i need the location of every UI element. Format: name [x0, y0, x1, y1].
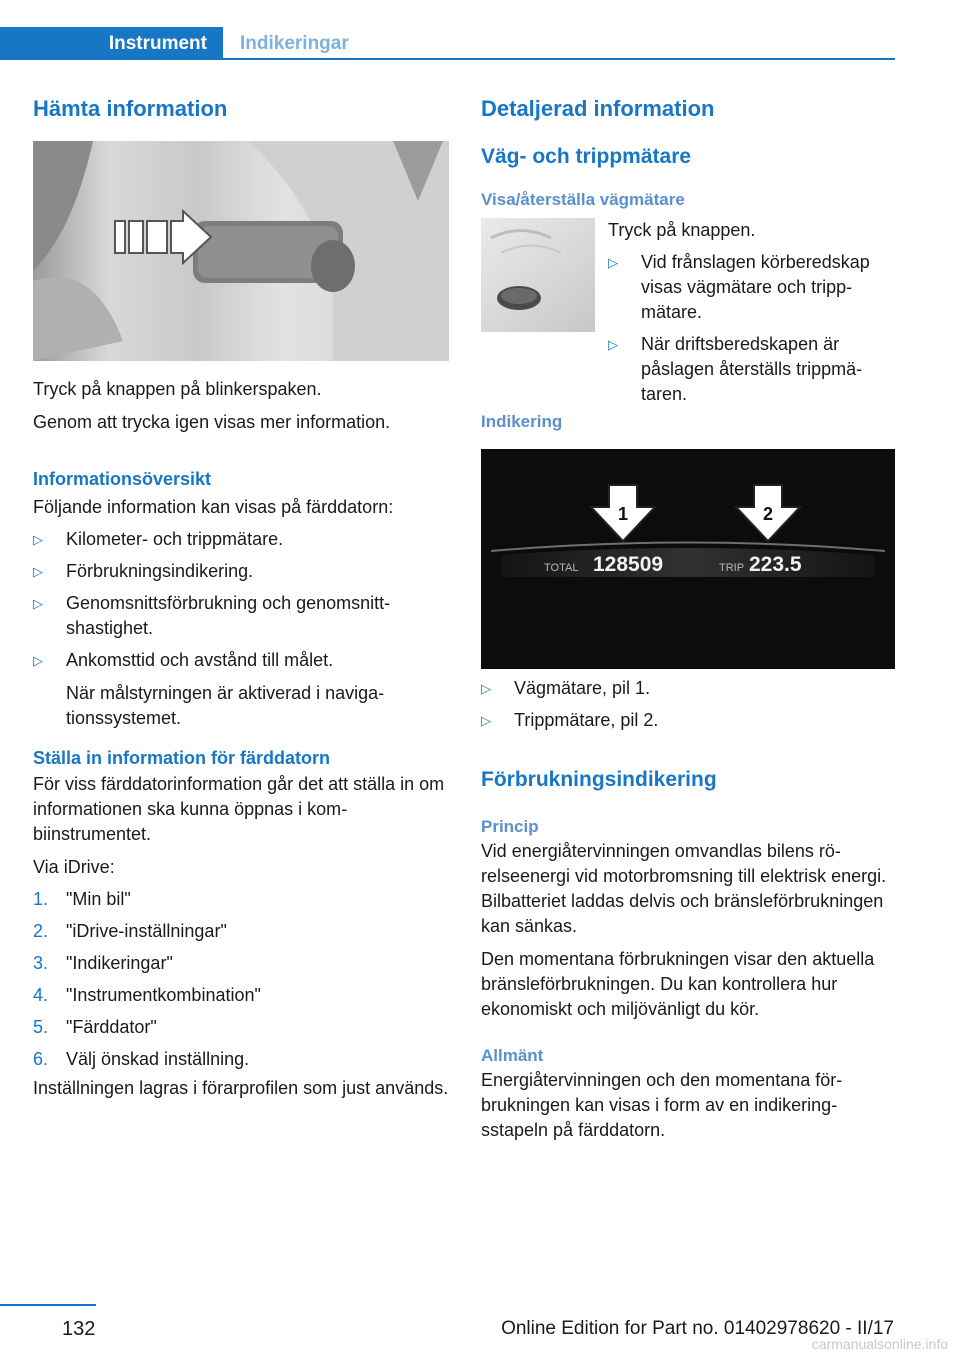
heading-indikering: Indikering: [481, 411, 563, 431]
blinker-lever-illustration: [33, 141, 449, 361]
list-item-text: Ankomsttid och avstånd till målet.: [66, 649, 334, 670]
text-for-viss: För viss färddatorinformation går det att ställa in om informationen ska kunna öppnas i kombiinstrumentet.: [33, 773, 445, 844]
page-number: 132: [62, 1318, 96, 1340]
steps-list: [33, 887, 449, 1072]
triangle-bullet-icon: ▷: [33, 563, 43, 579]
trip-value: 223.5: [749, 553, 802, 577]
total-value: 128509: [593, 553, 664, 577]
step-number: 3.: [33, 952, 49, 973]
text-tryck-blinker: Tryck på knappen på blinkerspaken.: [33, 379, 322, 400]
list-item: [481, 708, 895, 733]
triangle-bullet-icon: ▷: [33, 652, 43, 668]
heading-stalla-in: Ställa in information för färddatorn: [33, 747, 331, 768]
text-momentana: Den momentana förbrukningen visar den aktuella bränsleförbrukningen. Du kan kontrollera hur ekonomiskt och miljövänligt du kör.: [481, 948, 875, 1019]
list-item-text: Förbrukningsindikering.: [66, 560, 254, 581]
footer-rule: [0, 1304, 96, 1306]
blinker-lever-photo: [33, 141, 449, 361]
odometer-display-illustration: [481, 449, 895, 669]
tab-instrument[interactable]: [0, 27, 223, 60]
reset-text-block: [608, 218, 895, 407]
list-item: [33, 559, 449, 584]
step-item: [33, 1015, 449, 1040]
watermark-text: carmanualsonline.info: [811, 1336, 948, 1352]
step-item: [33, 887, 449, 912]
heading-detaljerad-information: Detaljerad information: [481, 96, 715, 121]
step-item: [33, 951, 449, 976]
step-number: 4.: [33, 984, 49, 1005]
info-bullet-list: [33, 527, 449, 731]
text-installningen: Inställningen lagras i förarprofilen som just används.: [33, 1077, 449, 1098]
heading-princip: Princip: [481, 816, 539, 836]
indikering-bullet-list: [481, 676, 895, 733]
heading-vag-och-trippmatare: Väg- och trippmätare: [481, 145, 692, 169]
step-number: 5.: [33, 1016, 49, 1037]
total-label: TOTAL: [544, 562, 579, 575]
heading-forbrukningsindikering: Förbrukningsindikering: [481, 768, 717, 792]
text-allmant: Energiåtervinningen och den momentana förbrukningen kan visas i form av en indikeringsstapeln på färddatorn.: [481, 1070, 843, 1141]
list-item: [608, 250, 895, 325]
step-item: [33, 919, 449, 944]
arrow-1-label: 1: [617, 504, 629, 525]
tab-indikeringar[interactable]: [240, 27, 349, 60]
tab-indikeringar-label: Indikeringar: [240, 32, 349, 54]
list-item: [33, 527, 449, 552]
list-item-text: Genomsnittsförbrukning och genomsnittshastighet.: [66, 592, 391, 638]
heading-visa-aterstalla: Visa/återställa vägmätare: [481, 189, 685, 209]
text-tryck-pa-knappen: Tryck på knappen.: [608, 219, 756, 240]
text-genom: Genom att trycka igen visas mer information.: [33, 412, 391, 433]
step-number: 2.: [33, 920, 49, 941]
step-text: "Färddator": [66, 1016, 157, 1037]
step-text: "Indikeringar": [66, 952, 173, 973]
step-number: 1.: [33, 888, 49, 909]
triangle-bullet-icon: ▷: [33, 531, 43, 547]
list-item-note: När målstyrningen är aktiverad i navigationssystemet.: [66, 682, 385, 728]
text-via-idrive: Via iDrive:: [33, 856, 115, 877]
step-item: [33, 983, 449, 1008]
step-text: "iDrive-inställningar": [66, 920, 227, 941]
edition-text: Online Edition for Part no. 01402978620 - II/17: [501, 1318, 894, 1339]
reset-bullet-list: [608, 250, 895, 407]
header-tabs: [0, 27, 895, 63]
triangle-bullet-icon: ▷: [33, 595, 43, 611]
list-item-text: Vägmätare, pil 1.: [514, 678, 651, 699]
button-photo: [481, 218, 595, 332]
text-princip: Vid energiåtervinningen omvandlas bilens rörelseenergi vid motorbromsning till elektrisk energi. Bilbatteriet laddas delvis och bränsleförbrukningen kan sänkas.: [481, 840, 887, 936]
text-foljande: Följande information kan visas på färddatorn:: [33, 496, 394, 517]
heading-informationsoversikt: Informationsöversikt: [33, 469, 212, 490]
triangle-bullet-icon: ▷: [608, 336, 618, 352]
left-column: [33, 96, 449, 1101]
right-column: [481, 96, 895, 1143]
list-item: [33, 591, 449, 641]
step-text: Välj önskad inställning.: [66, 1048, 250, 1069]
step-text: "Instrumentkombination": [66, 984, 261, 1005]
odometer-display-photo: [481, 449, 895, 669]
heading-hamta-information: Hämta information: [33, 96, 228, 121]
tab-instrument-label: Instrument: [108, 32, 207, 54]
heading-allmant: Allmänt: [481, 1045, 544, 1065]
list-item-text: När driftsberedskapen är påslagen återställs trippmätaren.: [641, 333, 863, 404]
list-item: [33, 648, 449, 731]
triangle-bullet-icon: ▷: [481, 681, 491, 697]
reset-section: [481, 218, 895, 418]
step-text: "Min bil": [66, 888, 131, 909]
button-illustration: [481, 218, 595, 332]
list-item-text: Trippmätare, pil 2.: [514, 710, 659, 731]
trip-label: TRIP: [719, 562, 745, 575]
step-number: 6.: [33, 1048, 49, 1069]
triangle-bullet-icon: ▷: [481, 713, 491, 729]
list-item-text: Kilometer- och trippmätare.: [66, 528, 284, 549]
list-item: [481, 676, 895, 701]
list-item: [608, 332, 895, 407]
triangle-bullet-icon: ▷: [608, 254, 618, 270]
list-item-text: Vid frånslagen körberedskap visas vägmätare och trippmätare.: [641, 251, 870, 322]
step-item: [33, 1047, 449, 1072]
arrow-2-label: 2: [762, 504, 774, 525]
